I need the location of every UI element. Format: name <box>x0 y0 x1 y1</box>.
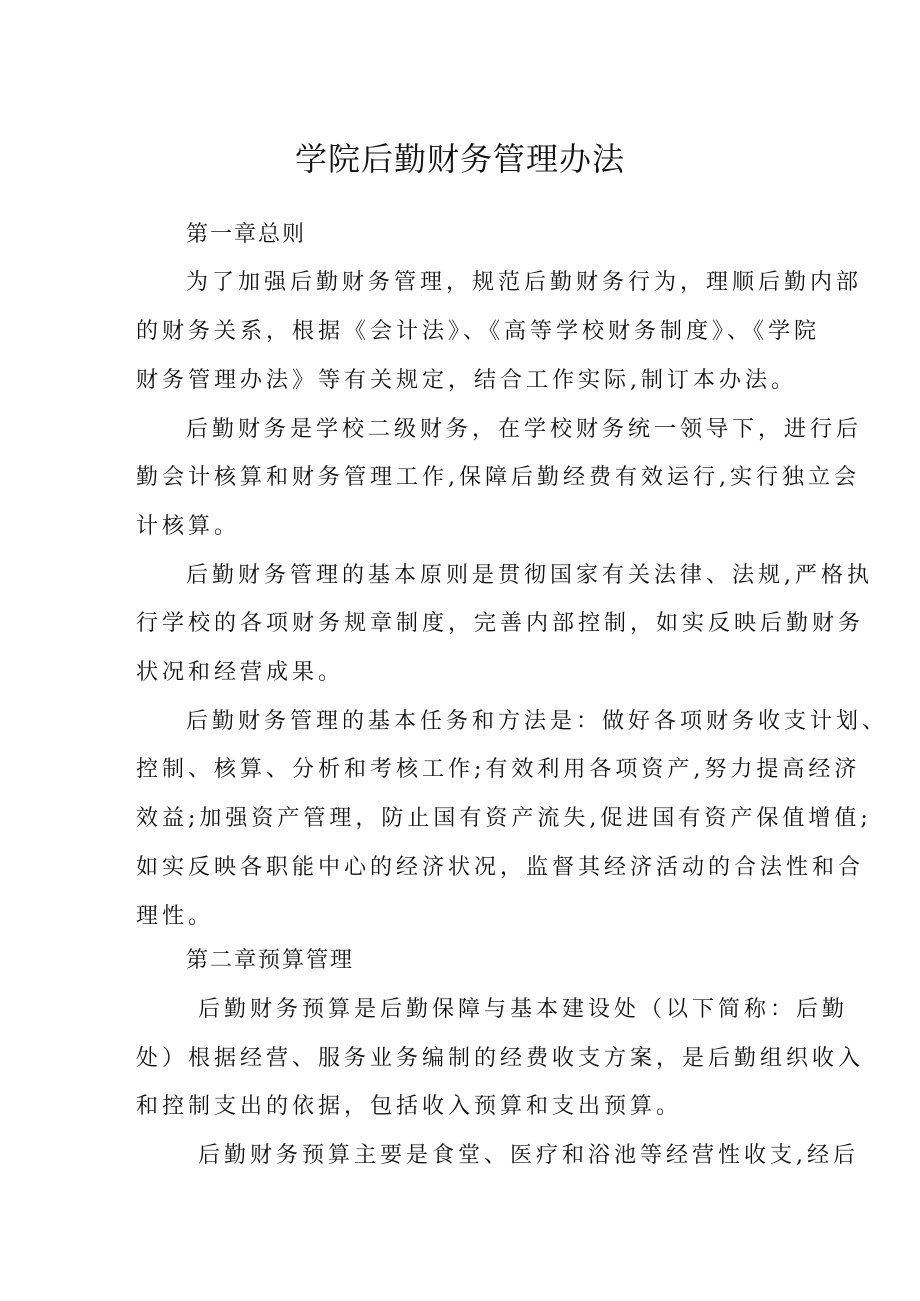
chapter-1-heading: 第一章总则 <box>186 222 307 247</box>
paragraph-2-line-3: 计核算。 <box>136 514 241 539</box>
paragraph-4-line-1: 后勤财务管理的基本任务和方法是：做好各项财务收支计划、 <box>186 709 889 734</box>
paragraph-1-line-3: 财务管理办法》等有关规定，结合工作实际,制订本办法。 <box>136 368 797 393</box>
paragraph-2-line-2: 勤会计核算和财务管理工作,保障后勤经费有效运行,实行独立会 <box>136 465 860 490</box>
paragraph-5-line-2: 处）根据经营、服务业务编制的经费收支方案，是后勤组织收入 <box>136 1046 865 1071</box>
paragraph-2-line-1: 后勤财务是学校二级财务，在学校财务统一领导下，进行后 <box>186 417 863 442</box>
chapter-2-heading: 第二章预算管理 <box>186 948 355 973</box>
paragraph-4-line-3: 效益;加强资产管理，防止国有资产流失,促进国有资产保值增值; <box>136 806 872 831</box>
paragraph-5-line-3: 和控制支出的依据，包括收入预算和支出预算。 <box>136 1094 683 1119</box>
paragraph-3-line-3: 状况和经营成果。 <box>136 660 345 685</box>
paragraph-5-line-1: 后勤财务预算是后勤保障与基本建设处（以下简称：后勤 <box>198 997 849 1022</box>
paragraph-4-line-2: 控制、核算、分析和考核工作;有效利用各项资产,努力提高经济 <box>136 757 861 782</box>
paragraph-6-line-1: 后勤财务预算主要是食堂、医疗和浴池等经营性收支,经后 <box>198 1143 859 1168</box>
paragraph-3-line-2: 行学校的各项财务规章制度，完善内部控制，如实反映后勤财务 <box>136 611 865 636</box>
paragraph-1-line-2: 的财务关系，根据《会计法》、《高等学校财务制度》、《学院 <box>136 319 821 344</box>
paragraph-4-line-4: 如实反映各职能中心的经济状况，监督其经济活动的合法性和合 <box>136 855 865 880</box>
paragraph-1-line-1: 为了加强后勤财务管理，规范后勤财务行为，理顺后勤内部 <box>186 270 863 295</box>
paragraph-4-line-5: 理性。 <box>136 904 215 929</box>
paragraph-3-line-1: 后勤财务管理的基本原则是贯彻国家有关法律、法规,严格执 <box>186 563 873 588</box>
document-title: 学院后勤财务管理办法 <box>294 140 625 178</box>
